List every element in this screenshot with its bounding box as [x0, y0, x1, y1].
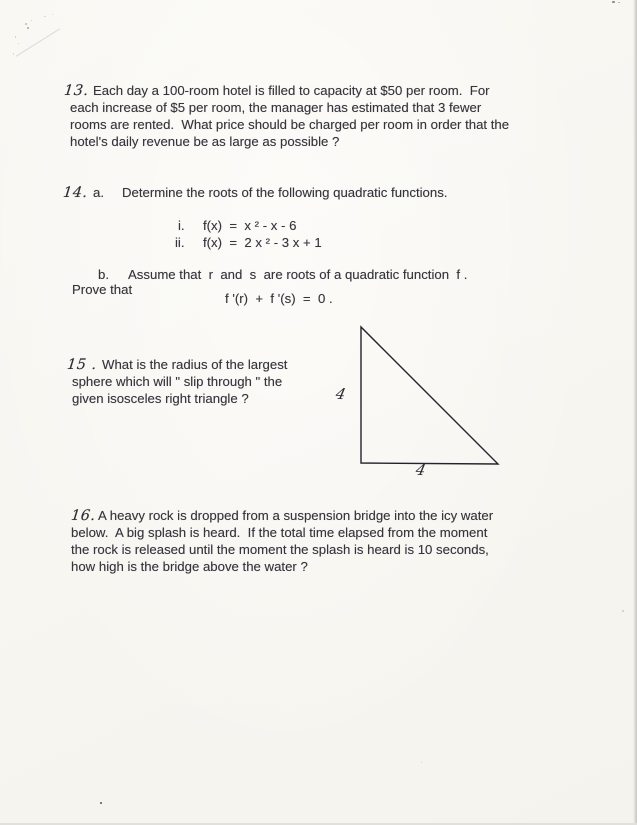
scan-scratch: [16, 28, 61, 56]
problem-16-text-1: A heavy rock is dropped from a suspension bridge into the icy water: [98, 508, 494, 523]
problem-16-text-2: below. A big splash is heard. If the total time elapsed from the moment: [71, 525, 488, 540]
problem-13-text-2: each increase of $5 per room, the manager has estimated that 3 fewer: [70, 100, 482, 115]
problem-13-text-1: Each day a 100-room hotel is filled to capacity at $50 per room. For: [93, 83, 490, 98]
problem-16-text-4: how high is the bridge above the water ?: [71, 559, 308, 574]
problem-14-item-ii-line: [175, 234, 322, 251]
scan-speck: [31, 20, 32, 21]
scan-speck: [15, 36, 16, 38]
problem-15-text-1: What is the radius of the largest: [102, 357, 288, 372]
scan-speck: [18, 43, 19, 44]
problem-14-part-b-formula: f '(r) + f '(s) = 0 .: [225, 291, 333, 306]
problem-14-item-ii-formula: f(x) = 2 x ² - 3 x + 1: [203, 235, 322, 250]
triangle-outline: [361, 327, 498, 464]
problem-14-part-a-line: [63, 184, 447, 201]
problem-14-part-b-text: Assume that r and s are roots of a quadratic function f .: [128, 267, 468, 282]
scan-speck: [618, 2, 620, 3]
problem-16-line-1: [71, 507, 571, 524]
scan-edge-right: [633, 0, 637, 825]
problem-13-text-3: rooms are rented. What price should be charged per room in order that the: [70, 117, 510, 132]
problem-14-part-b-lead: Prove that: [72, 282, 133, 297]
problem-14-part-b-line: [98, 266, 467, 283]
problem-14-item-ii-label: ii.: [175, 235, 185, 250]
problem-13-line-1: [64, 82, 554, 99]
problem-15-text-3: given isosceles right triangle ?: [72, 391, 249, 406]
scan-speck: [27, 27, 29, 29]
scan-speck: [612, 1, 615, 3]
problem-13-text-4: hotel's daily revenue be as large as possible ?: [70, 134, 340, 149]
problem-15-text-2: sphere which will " slip through " the: [72, 374, 283, 389]
problem-16-number: 16.: [70, 508, 97, 524]
problem-14-number: 14.: [62, 185, 89, 201]
scan-speck: [44, 16, 46, 17]
problem-14-part-b-label: b.: [98, 267, 109, 282]
problem-14-item-i-line: [178, 217, 296, 234]
problem-14-item-i-label: i.: [178, 218, 185, 233]
scan-speck: [13, 53, 14, 55]
scan-speck: [52, 14, 53, 15]
problem-14-part-a-label: a.: [93, 185, 104, 200]
problem-13-number: 13.: [63, 83, 90, 99]
triangle-vertical-leg-label: 4: [334, 384, 348, 404]
scan-speck: [421, 762, 422, 763]
triangle-horizontal-leg-label: 4: [414, 460, 428, 480]
problem-14-item-i-formula: f(x) = x ² - x - 6: [203, 218, 297, 233]
scan-speck: [25, 23, 27, 25]
problem-14-part-a-text: Determine the roots of the following quadratic functions.: [122, 185, 448, 200]
scan-speck: [622, 610, 624, 612]
problem-15-number: 15 .: [66, 357, 98, 373]
problem-16: [71, 507, 571, 575]
problem-15: [67, 356, 317, 407]
scan-speck: [100, 802, 102, 804]
problem-13: [64, 82, 554, 150]
problem-16-text-3: the rock is released until the moment the splash is heard is 10 seconds,: [71, 542, 489, 557]
problem-15-line-1: [67, 356, 317, 373]
